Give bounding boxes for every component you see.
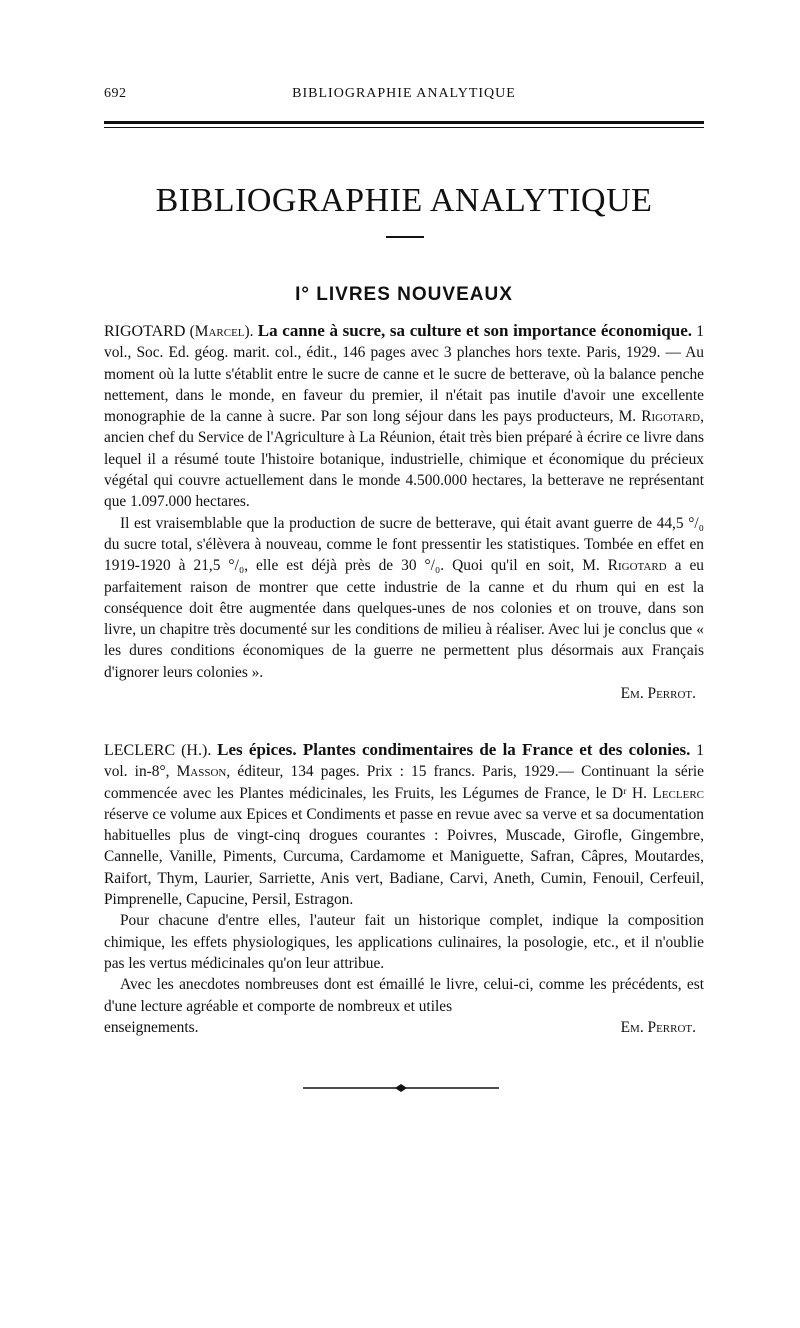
header-rule-thick [104,121,704,124]
header-rule-thin [104,127,704,128]
entry-author-firstname: (Marcel). [189,323,254,340]
publisher-name: Masson [176,763,227,781]
review-entry-rigotard [104,320,704,704]
entry-author: RIGOTARD [104,323,186,340]
entry-author: LECLERC (H.). [104,742,212,759]
entry-publication-info: 1 vol., Soc. Ed. géog. marit. col., édit., 146 pages avec 3 planches hors texte. Paris, 1929. — [104,323,704,362]
end-ornament-icon [303,1084,499,1092]
section-heading: I° LIVRES NOUVEAUX [295,284,513,305]
entry-paragraph [104,910,704,974]
page-title: BIBLIOGRAPHIE ANALYTIQUE [155,182,653,219]
entry-publication-info: , éditeur, 134 pages. Prix : 15 francs. Paris, 1929.— [226,763,574,781]
running-title: BIBLIOGRAPHIE ANALYTIQUE [292,86,516,101]
author-name-reference: Leclerc [652,784,704,802]
reviewer-signature: Em. Perrot. [620,685,696,703]
entry-paragraph [104,974,704,1017]
title-divider [386,236,424,238]
entry-paragraph [104,513,704,683]
entry-review-text: enseignements. [104,1018,199,1036]
author-name-reference: Rigotard [607,557,667,575]
entry-book-title: La canne à sucre, sa culture et son importance économique. [257,321,692,340]
entry-review-text: Il est vraisemblable que la production de sucre de betterave, qui était avant guerre de 44,5 °/₀ du sucre total, s'élèvera à nouveau, comme le font pressentir les statistiques. Tombée en effet en 1919-1920 à 21,5 °/₀, elle est déjà près de 30 °/₀. Quoi qu'il en soit, M. [104,514,704,575]
running-header [104,86,704,106]
entry-review-text: , ancien chef du Service de l'Agriculture à La Réunion, était très bien préparé à écrire ce livre dans lequel il a résumé toute l'histoire botanique, industrielle, chimique et économique du précieux végétal qui couvre actuellement dans le monde 4.500.000 hectares, la betterave ne représentant que 1.097.000 hectares. [104,408,704,511]
entry-book-title: Les épices. Plantes condimentaires de la France et des colonies. [217,740,691,759]
entry-review-text: a eu parfaitement raison de montrer que cette industrie de la canne et du rhum qui en est la conséquence doit être augmentée dans quelques-unes de nos colonies et on trouve, dans son livre, un chapitre très documenté sur les conditions de milieu à réaliser. Avec lui je conclus que « les dures conditions économiques de la guerre ne permettent plus désormais aux Français d'ignorer leurs colonies ». [104,557,704,681]
entry-publication-info: 1 vol. in-8°, [104,742,704,781]
entry-review-text: Avec les anecdotes nombreuses dont est émaillé le livre, celui-ci, comme les précédents, est d'une lecture agréable et comporte de nombreux et utiles [104,976,704,1015]
entry-paragraph [104,320,704,513]
review-entry-leclerc [104,739,704,1038]
entry-review-text: Continuant la série commencée avec les Plantes médicinales, les Fruits, les Légumes de France, le Dʳ H. [104,763,704,802]
entry-closing-line [104,1017,704,1038]
entry-review-text: réserve ce volume aux Epices et Condiments et passe en revue avec sa verve et sa documentation habituelles plus de vingt-cinq drogues courantes : Poivres, Muscade, Girofle, Gingembre, Cannelle, Vanille, Piments, Curcuma, Cardamome et Maniguette, Safran, Câpres, Moutardes, Raifort, Thym, Laurier, Sarriette, Anis vert, Badiane, Carvi, Aneth, Cumin, Fenouil, Cerfeuil, Pimprenelle, Capucine, Persil, Estragon. [104,805,704,909]
author-name-reference: Rigotard [641,408,701,426]
page-number: 692 [104,86,127,101]
entry-review-text: Pour chacune d'entre elles, l'auteur fait un historique complet, indique la composition chimique, les effets physiologiques, les applications culinaires, la posologie, etc., et il n'oublie pas les vertus médicinales qu'on leur attribue. [104,912,704,972]
reviewer-signature: Em. Perrot. [620,1018,696,1036]
entry-paragraph [104,739,704,910]
entry-review-text: Au moment où la lutte s'établit entre le sucre de canne et le sucre de betterave, où la balance penche nettement, dans le monde, en faveur du premier, il n'était pas inutile d'avoir une excellente monographie de la canne à sucre. Par son long séjour dans les pays producteurs, M. [104,344,704,426]
